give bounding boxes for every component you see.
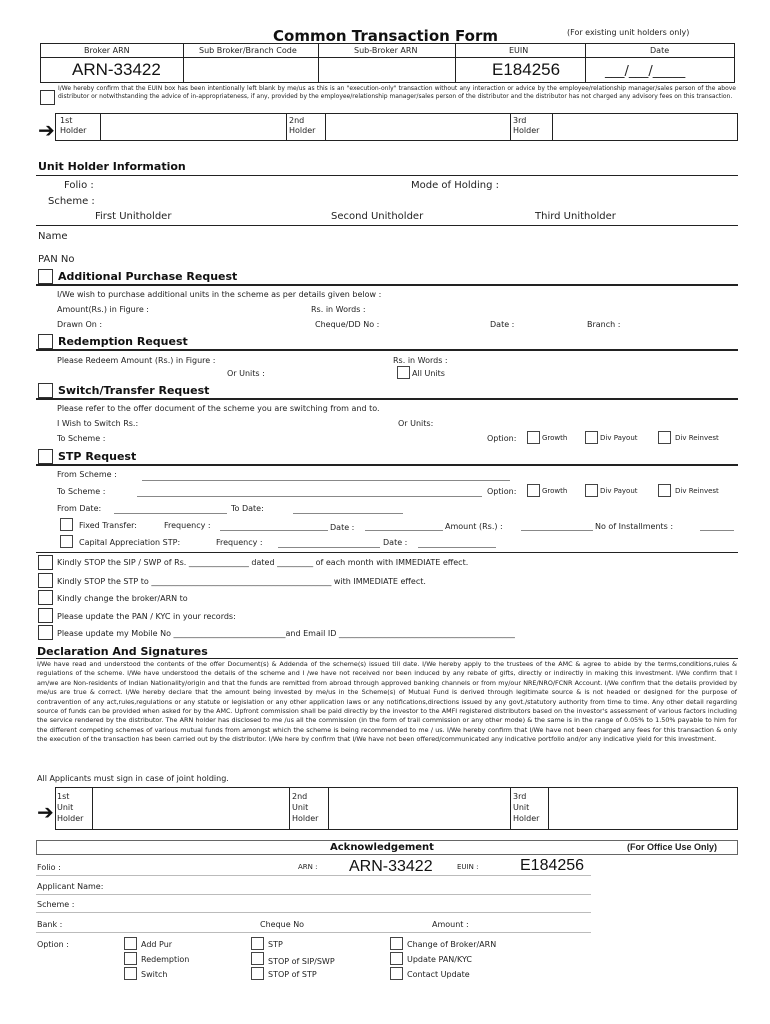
switch-units-label: Or Units: <box>398 419 434 428</box>
row-divider <box>36 932 591 933</box>
subbroker-branch-field[interactable] <box>186 58 316 82</box>
euin-declaration-checkbox[interactable] <box>40 90 55 105</box>
fixed-frequency-label: Frequency : <box>164 521 211 530</box>
stp-from-date-field[interactable] <box>114 513 227 514</box>
form-note: (For existing unit holders only) <box>567 28 690 37</box>
ack-redemption-label: Redemption <box>141 955 190 964</box>
second-signature-field[interactable] <box>330 789 508 828</box>
redeem-amount-label: Please Redeem Amount (Rs.) in Figure : <box>57 356 216 365</box>
table-divider <box>289 787 290 830</box>
stp-to-scheme-field[interactable] <box>137 496 482 497</box>
table-divider <box>183 43 184 83</box>
table-divider <box>100 113 101 141</box>
all-units-label: All Units <box>412 369 445 378</box>
third-holder-field[interactable] <box>554 115 736 139</box>
switch-heading: Switch/Transfer Request <box>58 384 210 397</box>
table-divider <box>548 787 549 830</box>
switch-option-label: Option: <box>487 434 517 443</box>
euin-value[interactable]: E184256 <box>492 60 561 79</box>
joint-sign-note: All Applicants must sign in case of joint holding. <box>37 774 229 783</box>
stp-div-reinvest-label: Div Reinvest <box>675 487 719 495</box>
table-divider <box>585 43 586 83</box>
ack-contact-update-checkbox[interactable] <box>390 967 403 980</box>
update-mobile-checkbox[interactable] <box>38 625 53 640</box>
scheme-label: Scheme : <box>48 196 95 207</box>
ack-folio-label: Folio : <box>37 863 61 872</box>
table-divider <box>328 787 329 830</box>
table-divider <box>318 43 319 83</box>
capital-frequency-field[interactable] <box>278 547 380 548</box>
ack-add-pur-checkbox[interactable] <box>124 937 137 950</box>
ack-applicant-label: Applicant Name: <box>37 882 104 891</box>
first-holder-field[interactable] <box>102 115 284 139</box>
switch-checkbox[interactable] <box>38 383 53 398</box>
stp-from-date-label: From Date: <box>57 504 102 513</box>
ack-stp-checkbox[interactable] <box>251 937 264 950</box>
form-title: Common Transaction Form <box>273 27 498 45</box>
section-divider <box>36 398 738 400</box>
fixed-amount-label: Amount (Rs.) : <box>445 522 503 531</box>
ack-heading: Acknowledgement <box>330 842 434 853</box>
third-holder-label: 3rd Holder <box>513 116 540 135</box>
fixed-transfer-label: Fixed Transfer: <box>79 521 137 530</box>
ack-cheque-label: Cheque No <box>260 920 305 929</box>
switch-growth-label: Growth <box>542 434 568 442</box>
section-divider <box>36 552 738 553</box>
table-divider <box>286 113 287 141</box>
broker-arn-value[interactable]: ARN-33422 <box>72 60 161 79</box>
capital-appreciation-label: Capital Appreciation STP: <box>79 538 181 547</box>
ack-arn-value: ARN-33422 <box>349 858 433 875</box>
switch-div-reinvest-label: Div Reinvest <box>675 434 719 442</box>
installments-field[interactable] <box>700 530 734 531</box>
section-divider <box>36 464 738 466</box>
table-divider <box>92 787 93 830</box>
mode-of-holding-label: Mode of Holding : <box>411 180 500 191</box>
purchase-checkbox[interactable] <box>38 269 53 284</box>
ack-change-broker-checkbox[interactable] <box>390 937 403 950</box>
first-signature-field[interactable] <box>94 789 287 828</box>
first-holder-label: 1st Holder <box>60 116 87 135</box>
stp-from-scheme-label: From Scheme : <box>57 470 117 479</box>
col-subbroker-arn: Sub-Broker ARN <box>354 46 418 55</box>
capital-date-label: Date : <box>383 538 408 547</box>
table-divider <box>552 113 553 141</box>
name-label: Name <box>38 231 68 242</box>
arrow-right-icon: ➔ <box>38 118 55 142</box>
ack-update-pan-checkbox[interactable] <box>390 952 403 965</box>
stp-div-payout-label: Div Payout <box>600 487 638 495</box>
fixed-date-field[interactable] <box>365 530 443 531</box>
ack-update-pan-label: Update PAN/KYC <box>407 955 472 964</box>
redeem-units-label: Or Units : <box>227 369 265 378</box>
stp-from-scheme-field[interactable] <box>142 480 510 481</box>
declaration-heading: Declaration And Signatures <box>37 645 208 658</box>
col-date: Date <box>650 46 670 55</box>
unit-holder-heading: Unit Holder Information <box>38 160 186 173</box>
second-holder-label: 2nd Holder <box>289 116 316 135</box>
office-use-note: (For Office Use Only) <box>627 842 718 852</box>
third-signature-field[interactable] <box>550 789 736 828</box>
row-divider <box>36 875 591 876</box>
switch-div-reinvest-checkbox[interactable] <box>658 431 671 444</box>
ack-arn-label: ARN : <box>298 863 318 871</box>
first-unitholder-col: First Unitholder <box>95 211 172 222</box>
change-broker-text: Kindly change the broker/ARN to <box>57 594 188 603</box>
section-divider <box>36 175 738 176</box>
ack-amount-label: Amount : <box>432 920 469 929</box>
ack-stop-stp-checkbox[interactable] <box>251 967 264 980</box>
ack-redemption-checkbox[interactable] <box>124 952 137 965</box>
redemption-checkbox[interactable] <box>38 334 53 349</box>
second-holder-field[interactable] <box>327 115 508 139</box>
switch-to-scheme-label: To Scheme : <box>57 434 106 443</box>
stop-stp-checkbox[interactable] <box>38 573 53 588</box>
ack-bank-label: Bank : <box>37 920 63 929</box>
subbroker-arn-field[interactable] <box>320 58 453 82</box>
ack-stop-stp-label: STOP of STP <box>268 970 317 979</box>
stp-to-date-label: To Date: <box>231 504 264 513</box>
table-divider <box>510 787 511 830</box>
update-pan-checkbox[interactable] <box>38 608 53 623</box>
table-divider <box>325 113 326 141</box>
ack-switch-checkbox[interactable] <box>124 967 137 980</box>
switch-div-payout-label: Div Payout <box>600 434 638 442</box>
ack-change-broker-label: Change of Broker/ARN <box>407 940 497 949</box>
col-euin: EUIN <box>509 46 529 55</box>
cheque-dd-label: Cheque/DD No : <box>315 320 380 329</box>
ack-stop-sip-label: STOP of SIP/SWP <box>268 957 335 966</box>
date-field[interactable]: ___/___/_____ <box>605 64 686 79</box>
arrow-right-icon: ➔ <box>37 800 54 824</box>
third-unitholder-col: Third Unitholder <box>535 211 616 222</box>
ack-contact-update-label: Contact Update <box>407 970 470 979</box>
amount-figure-label: Amount(Rs.) in Figure : <box>57 305 149 314</box>
stp-to-scheme-label: To Scheme : <box>57 487 106 496</box>
table-divider <box>510 113 511 141</box>
stp-option-label: Option: <box>487 487 517 496</box>
capital-date-field[interactable] <box>418 547 496 548</box>
capital-appreciation-checkbox[interactable] <box>60 535 73 548</box>
section-divider <box>36 284 738 286</box>
fixed-amount-field[interactable] <box>521 530 593 531</box>
drawn-on-label: Drawn On : <box>57 320 103 329</box>
stp-div-reinvest-checkbox[interactable] <box>658 484 671 497</box>
ack-switch-label: Switch <box>141 970 168 979</box>
first-signature-label: 1st Unit Holder <box>57 792 84 823</box>
switch-intro: Please refer to the offer document of the scheme you are switching from and to. <box>57 404 380 413</box>
fixed-transfer-checkbox[interactable] <box>60 518 73 531</box>
euin-declaration-text: I/We hereby confirm that the EUIN box has been intentionally left blank by me/us as this is an "execution-only" transaction without any interaction or advice by the employee/relationship manager/sales person of the above distributor or notwithstanding the advice of in-appropriateness, if any, provided by the employee/relationship manager/sales person of the distributor and the distributor has not charged any advisory fees on this transaction. <box>58 85 736 100</box>
redeem-words-label: Rs. in Words : <box>393 356 448 365</box>
section-divider <box>36 225 738 226</box>
rs-words-label: Rs. in Words : <box>311 305 366 314</box>
folio-label: Folio : <box>64 180 94 191</box>
col-broker-arn: Broker ARN <box>84 46 130 55</box>
redemption-heading: Redemption Request <box>58 335 188 348</box>
ack-euin-value: E184256 <box>520 857 585 874</box>
all-units-checkbox[interactable] <box>397 366 410 379</box>
update-pan-text: Please update the PAN / KYC in your records: <box>57 612 236 621</box>
stp-heading: STP Request <box>58 450 137 463</box>
update-mobile-text: Please update my Mobile No ____________________________and Email ID ____________________________________________ <box>57 629 515 638</box>
stop-sip-text: Kindly STOP the SIP / SWP of Rs. _______________ dated _________ of each month with IMMEDIATE effect. <box>57 558 469 567</box>
ack-stp-label: STP <box>268 940 283 949</box>
installments-label: No of Installments : <box>595 522 674 531</box>
switch-div-payout-checkbox[interactable] <box>585 431 598 444</box>
table-divider <box>455 43 456 83</box>
stp-growth-label: Growth <box>542 487 568 495</box>
second-signature-label: 2nd Unit Holder <box>292 792 319 823</box>
pan-label: PAN No <box>38 254 75 265</box>
stp-checkbox[interactable] <box>38 449 53 464</box>
purchase-intro: I/We wish to purchase additional units in the scheme as per details given below : <box>57 290 382 299</box>
second-unitholder-col: Second Unitholder <box>331 211 424 222</box>
stp-to-date-field[interactable] <box>293 513 403 514</box>
col-subbroker-branch: Sub Broker/Branch Code <box>199 46 297 55</box>
row-divider <box>36 912 591 913</box>
stp-div-payout-checkbox[interactable] <box>585 484 598 497</box>
stp-growth-checkbox[interactable] <box>527 484 540 497</box>
ack-option-label: Option : <box>37 940 69 949</box>
stop-stp-text: Kindly STOP the STP to _____________________________________________ with IMMEDIATE effect. <box>57 577 426 586</box>
purchase-heading: Additional Purchase Request <box>58 270 238 283</box>
ack-stop-sip-checkbox[interactable] <box>251 952 264 965</box>
row-divider <box>36 894 591 895</box>
change-broker-checkbox[interactable] <box>38 590 53 605</box>
capital-frequency-label: Frequency : <box>216 538 263 547</box>
switch-growth-checkbox[interactable] <box>527 431 540 444</box>
stop-sip-checkbox[interactable] <box>38 555 53 570</box>
fixed-frequency-field[interactable] <box>220 530 328 531</box>
fixed-date-label: Date : <box>330 523 355 532</box>
ack-add-pur-label: Add Pur <box>141 940 173 949</box>
third-signature-label: 3rd Unit Holder <box>513 792 540 823</box>
declaration-text: I/We have read and understood the contents of the offer Document(s) & Addenda of the scheme(s) issued till date. I/We hereby apply to the trustees of the AMC & agree to abide by the terms,conditions,rules & regulations of the scheme. I/We have understood the details of the scheme and I /we have not received nor been induced by any rebate of gifts, directly or indirectly in making this investment. I/We confirm that I am/we are Non-residents of Indian Nationality/origin and that the funds are remitted from abroad through approved banking channels or from my/our NRE/NRO/FCNR Account. I/We confirm that the details provided by me/us are true & correct. I/We hereby declare that the amount being invested by me/us in the Scheme(s) of Mutual Fund is derived through legitimate source & is not headed or designed for the purpose of contravention of any act,rules,regulations or any statute or legislation or any other application laws or any notifications,directions issued by any govt./statutory authority from time to time. Any other detail regarding source of funds can be provided when asked for by the AMC. Upfront commission shall be paid directly by the investor to the AMFI registered distributors based on the investor's assessment of various factors including the service rendered by the distributor. The ARN holder has disclosed to me /us all the commission (in the form of trail commission or any other mode) & the same is in the range of 0.05% to 1.50% payable to him for the different competing schemes of various mutual funds from amongst which the scheme is being recommended to me / us. I/We hereby confirm that I/We have not been charged any fees for this transaction & only the execution of the transaction has been carried out by the distributor. I/We here by confirm that I/We have not been offered/communicated any indicative portfolio and/or any indicative yield for this investment. <box>37 660 737 744</box>
branch-label: Branch : <box>587 320 621 329</box>
ack-scheme-label: Scheme : <box>37 900 75 909</box>
section-divider <box>36 658 738 659</box>
section-divider <box>36 349 738 351</box>
ack-euin-label: EUIN : <box>457 863 479 871</box>
date-label: Date : <box>490 320 515 329</box>
switch-amount-label: I Wish to Switch Rs.: <box>57 419 139 428</box>
